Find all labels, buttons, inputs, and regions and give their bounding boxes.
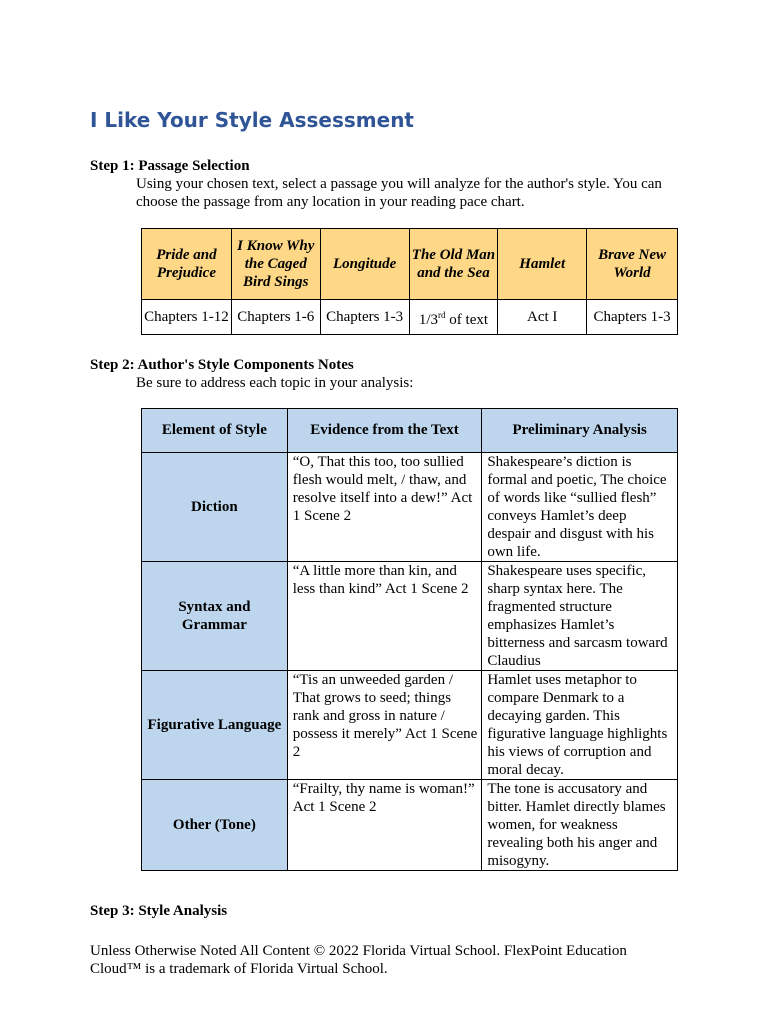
element-cell: Diction	[142, 453, 288, 562]
book-title-cell: Hamlet	[498, 229, 587, 300]
book-range-cell: Act I	[498, 300, 587, 335]
evidence-cell: “Frailty, thy name is woman!” Act 1 Scene 2	[287, 780, 482, 871]
book-range-cell: Chapters 1-3	[320, 300, 409, 335]
books-range-row	[142, 300, 678, 335]
book-range-cell: Chapters 1-3	[587, 300, 678, 335]
column-header: Element of Style	[142, 409, 288, 453]
analysis-cell: The tone is accusatory and bitter. Hamlet directly blames women, for weakness revealing both his anger and misogyny.	[482, 780, 678, 871]
element-cell: Figurative Language	[142, 671, 288, 780]
book-range-cell: Chapters 1-6	[231, 300, 320, 335]
style-header-row	[142, 409, 678, 453]
table-row	[142, 780, 678, 871]
analysis-cell: Shakespeare uses specific, sharp syntax here. The fragmented structure emphasizes Hamlet’s bitterness and sarcasm toward Claudius	[482, 562, 678, 671]
footer-copyright: Unless Otherwise Noted All Content © 2022 Florida Virtual School. FlexPoint Education Cloud™ is a trademark of Florida Virtual School.	[90, 943, 627, 977]
evidence-cell: “A little more than kin, and less than kind” Act 1 Scene 2	[287, 562, 482, 671]
book-range-cell: Chapters 1-12	[142, 300, 232, 335]
element-cell: Other (Tone)	[142, 780, 288, 871]
step2-text: Be sure to address each topic in your analysis:	[136, 375, 414, 391]
step1-heading: Step 1: Passage Selection	[90, 158, 250, 174]
analysis-cell: Shakespeare’s diction is formal and poetic, The choice of words like “sullied flesh” conveys Hamlet’s deep despair and disgust with his own life.	[482, 453, 678, 562]
step2-heading: Step 2: Author's Style Components Notes	[90, 357, 354, 373]
step3-heading: Step 3: Style Analysis	[90, 903, 228, 919]
range-superscript: rd	[438, 309, 446, 320]
evidence-cell: “O, That this too, too sullied flesh would melt, / thaw, and resolve itself into a dew!” Act 1 Scene 2	[287, 453, 482, 562]
analysis-cell: Hamlet uses metaphor to compare Denmark to a decaying garden. This figurative language highlights his views of corruption and moral decay.	[482, 671, 678, 780]
range-fraction: 1/3	[418, 311, 439, 328]
book-title-cell: Brave New World	[587, 229, 678, 300]
book-range-cell	[409, 300, 498, 335]
table-row	[142, 671, 678, 780]
step1-text: Using your chosen text, select a passage you will analyze for the author's style. You can choose the passage from any location in your reading pace chart.	[136, 176, 662, 210]
book-title-cell: Pride and Prejudice	[142, 229, 232, 300]
book-title-cell: The Old Man and the Sea	[409, 229, 498, 300]
element-cell: Syntax and Grammar	[142, 562, 288, 671]
column-header: Preliminary Analysis	[482, 409, 678, 453]
range-suffix: of text	[445, 311, 489, 328]
table-row	[142, 562, 678, 671]
book-title-cell: I Know Why the Caged Bird Sings	[231, 229, 320, 300]
evidence-cell: “Tis an unweeded garden / That grows to seed; things rank and gross in nature / possess it merely” Act 1 Scene 2	[287, 671, 482, 780]
books-table	[141, 228, 678, 335]
books-header-row	[142, 229, 678, 300]
book-title-cell: Longitude	[320, 229, 409, 300]
page-title: I Like Your Style Assessment	[90, 108, 414, 132]
table-row	[142, 453, 678, 562]
style-table	[141, 408, 678, 871]
column-header: Evidence from the Text	[287, 409, 482, 453]
